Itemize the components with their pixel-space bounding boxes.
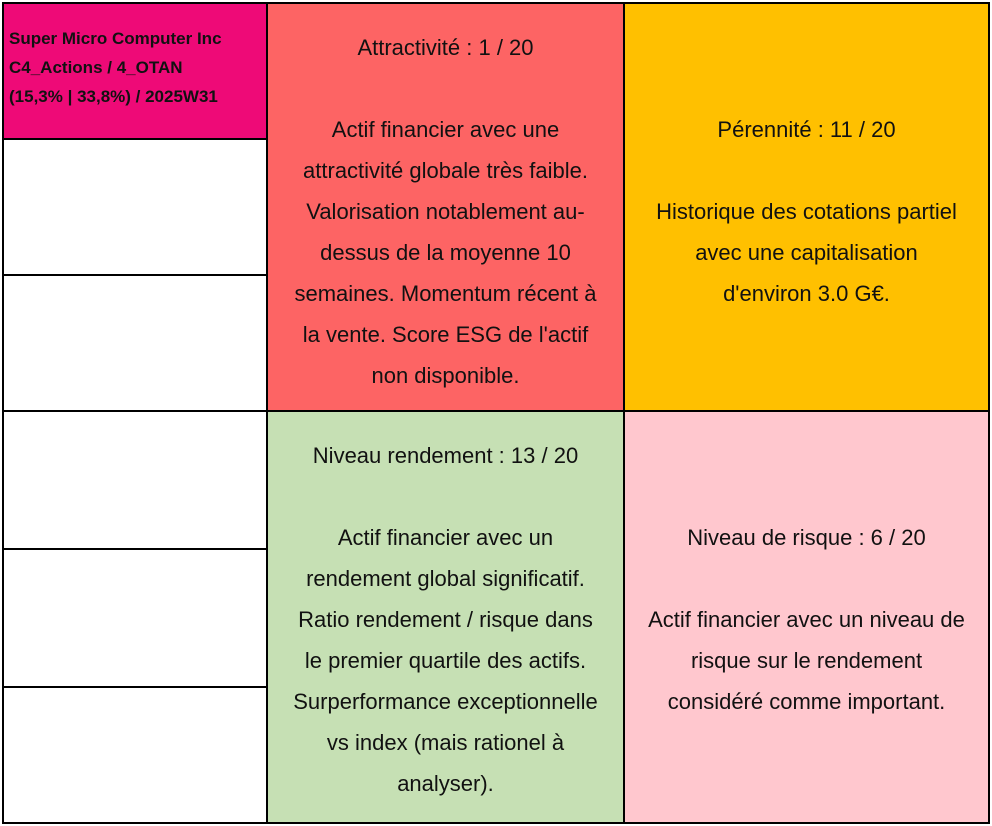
attractivite-title: Attractivité : 1 / 20 xyxy=(357,35,534,60)
asset-header-cell xyxy=(2,2,268,140)
risque-title: Niveau de risque : 6 / 20 xyxy=(687,525,926,550)
empty-cell-4 xyxy=(2,548,268,688)
perennite-body: Historique des cotations partiel avec une capitalisation d'environ 3.0 G€. xyxy=(656,199,957,306)
empty-cell-5 xyxy=(2,686,268,824)
perennite-title: Pérennité : 11 / 20 xyxy=(717,117,896,142)
asset-stats: (15,3% | 33,8%) / 2025W31 xyxy=(9,87,218,106)
risque-body: Actif financier avec un niveau de risque sur le rendement considéré comme important. xyxy=(648,607,965,714)
empty-cell-2 xyxy=(2,274,268,412)
perennite-panel xyxy=(623,2,990,412)
rendement-body: Actif financier avec un rendement global significatif. Ratio rendement / risque dans le premier quartile des actifs. Surperformance exceptionnelle vs index (mais rationel à analyser). xyxy=(293,525,598,796)
risque-panel xyxy=(623,410,990,824)
attractivite-panel xyxy=(266,2,625,412)
asset-category: C4_Actions / 4_OTAN xyxy=(9,58,183,77)
rendement-panel xyxy=(266,410,625,824)
empty-cell-3 xyxy=(2,410,268,550)
rendement-title: Niveau rendement : 13 / 20 xyxy=(312,443,579,468)
company-name: Super Micro Computer Inc xyxy=(9,29,222,48)
empty-cell-1 xyxy=(2,138,268,276)
attractivite-body: Actif financier avec une attractivité globale très faible. Valorisation notablement au- dessus de la moyenne 10 semaines. Momentum récent à la vente. Score ESG de l'actif non disponible. xyxy=(294,117,597,388)
